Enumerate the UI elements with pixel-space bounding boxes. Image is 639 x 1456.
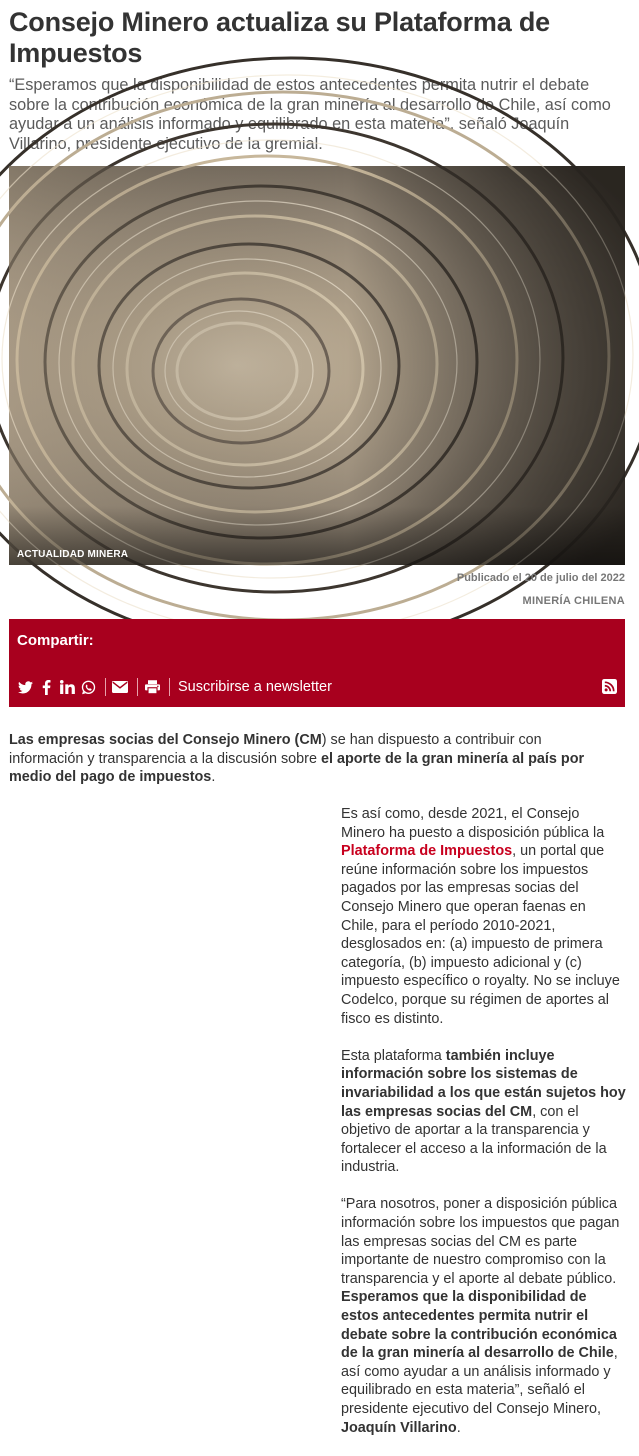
article-title: Consejo Minero actualiza su Plataforma de Impuestos [9, 7, 550, 68]
p2-bold-1: también incluye información sobre los sistemas de invariabilidad a los que están sujetos hoy las empresas socias del CM [341, 1047, 626, 1120]
p3-text-2: , así como ayudar a un análisis informado y equilibrado en esta materia”, señaló el presidente ejecutivo del Consejo Minero, [341, 1345, 618, 1417]
intro-bold-1: Las empresas socias del Consejo Minero (CM [9, 732, 322, 748]
divider [137, 678, 138, 696]
newsletter-subscribe-link[interactable]: Suscribirse a newsletter [178, 679, 332, 695]
p3-text-1: “Para nosotros, poner a disposición pública información sobre los impuestos que pagan las empresas socias del CM es parte importante de nuestro compromiso con la transparencia y el aporte al debate público. [341, 1196, 620, 1287]
p2-text-1: Esta plataforma [341, 1047, 446, 1064]
p1-text-1: Es así como, desde 2021, el Consejo Minero ha puesto a disposición pública la [341, 806, 605, 841]
whatsapp-icon[interactable] [80, 679, 96, 695]
intro-text-2: . [211, 769, 216, 786]
publish-date: Publicado el 20 de julio del 2022 [456, 572, 625, 584]
article-intro [9, 731, 619, 787]
article-source: MINERÍA CHILENA [522, 595, 625, 607]
paragraph-1 [341, 805, 626, 1028]
rss-icon[interactable] [602, 679, 617, 694]
facebook-icon[interactable] [38, 679, 54, 695]
article-lead: “Esperamos que la disponibilidad de estos antecedentes permita nutrir el debate sobre la contribución económica de la gran minería al desarrollo de Chile, así como ayudar a un análisis informado y equilibrado en esta materia”, señaló Joaquín Villarino, presidente ejecutivo de la gremial. [9, 76, 611, 153]
p3-bold-1: Esperamos que la disponibilidad de estos antecedentes permita nutrir el debate sobre la contribución económica de la gran minería al desarrollo de Chile [341, 1289, 617, 1362]
plataforma-de-impuestos-link[interactable]: Plataforma de Impuestos [341, 843, 513, 860]
image-credit: ACTUALIDAD MINERA [17, 549, 129, 560]
intro-bold-2: el aporte de la gran minería al país por medio del pago de impuestos [9, 750, 585, 786]
share-label: Compartir: [17, 632, 94, 649]
email-icon[interactable] [112, 679, 128, 695]
p3-text-3: . [456, 1419, 461, 1436]
print-icon[interactable] [144, 679, 160, 695]
article-body-column [341, 805, 626, 1456]
intro-text-1: ) se han dispuesto a contribuir con información y transparencia a la discusión sobre [9, 732, 542, 767]
open-pit-mine-photo [9, 166, 625, 565]
divider [169, 678, 170, 696]
hero-image [9, 166, 625, 565]
p1-text-2: , un portal que reúne información sobre los impuestos pagados por las empresas socias del Consejo Minero que operan faenas en Chile, para el período 2010-2021, desglosados en: (a) impuesto de primera categoría, (b) impuesto adicional y (c) impuesto específico o royalty. No se incluye Codelco, porque su régimen de aportes al fisco es distinto. [341, 843, 620, 1027]
share-actions [17, 677, 332, 697]
p2-text-2: , con el objetivo de aportar a la transparencia y fortalecer el acceso a la información de la industria. [341, 1103, 607, 1176]
paragraph-2 [341, 1047, 626, 1177]
divider [105, 678, 106, 696]
linkedin-icon[interactable] [59, 679, 75, 695]
share-bar [9, 619, 625, 707]
twitter-icon[interactable] [17, 679, 33, 695]
p3-bold-2: Joaquín Villarino [341, 1419, 457, 1436]
paragraph-3 [341, 1195, 626, 1437]
